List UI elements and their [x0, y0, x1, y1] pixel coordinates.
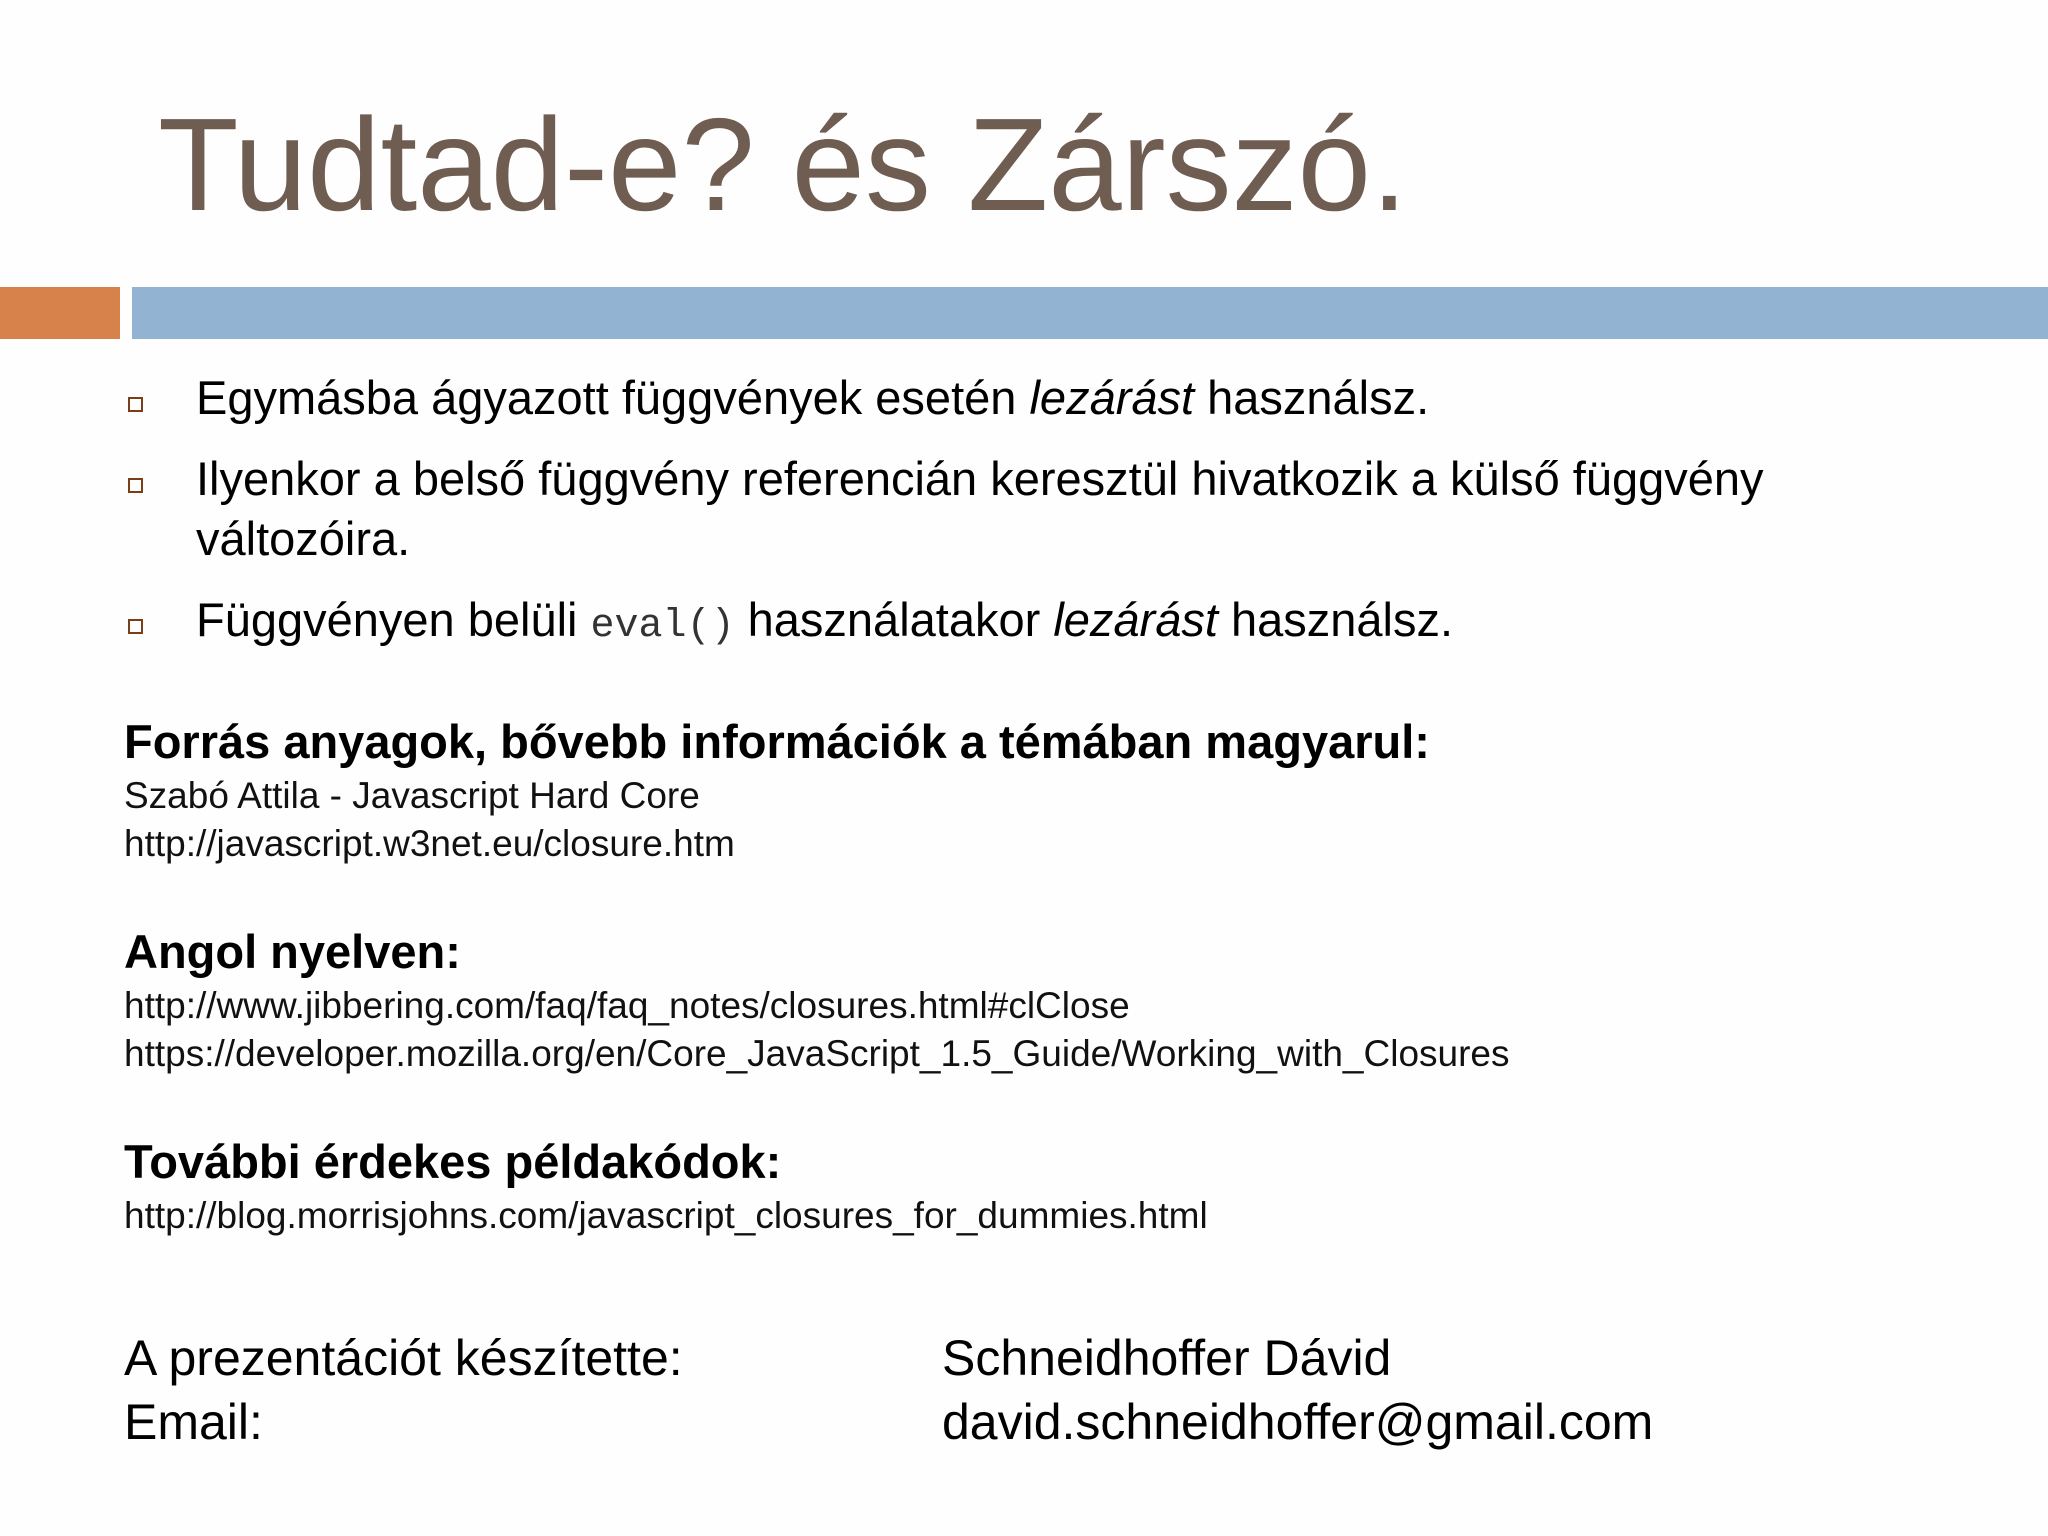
slide-title: Tudtad-e? és Zárszó.	[158, 91, 1408, 238]
bullet-text: használatakor	[734, 593, 1054, 646]
english-sources-heading: Angol nyelven:	[124, 925, 461, 978]
author-label: A prezentációt készítette:	[124, 1330, 683, 1386]
bullet-item	[124, 368, 1984, 428]
credits-block	[124, 1326, 1653, 1454]
square-bullet-icon	[128, 619, 143, 634]
bullet-list	[124, 368, 1984, 678]
bullet-emphasis: lezárást	[1053, 593, 1218, 646]
email-address[interactable]: david.schneidhoffer@gmail.com	[942, 1394, 1654, 1450]
email-row	[124, 1390, 1653, 1454]
sources-section	[124, 712, 2004, 1240]
author-name: Schneidhoffer Dávid	[942, 1330, 1392, 1386]
examples-heading: További érdekes példakódok:	[124, 1135, 782, 1188]
code-snippet: eval()	[590, 604, 735, 649]
source-link[interactable]: https://developer.mozilla.org/en/Core_JavaScript_1.5_Guide/Working_with_Closures	[124, 1033, 1510, 1074]
source-link[interactable]: http://blog.morrisjohns.com/javascript_closures_for_dummies.html	[124, 1195, 1208, 1236]
bullet-text: Ilyenkor a belső függvény referencián keresztül hivatkozik a külső függvény változóira.	[196, 452, 1764, 565]
square-bullet-icon	[128, 397, 143, 412]
bullet-text: Függvényen belüli	[196, 593, 591, 646]
title-divider-band	[132, 287, 2048, 339]
hungarian-sources-heading: Forrás anyagok, bővebb információk a témában magyarul:	[124, 715, 1430, 768]
bullet-emphasis: lezárást	[1029, 371, 1195, 424]
source-link[interactable]: http://www.jibbering.com/faq/faq_notes/closures.html#clClose	[124, 985, 1130, 1026]
source-link[interactable]: http://javascript.w3net.eu/closure.htm	[124, 823, 735, 864]
bullet-text: használsz.	[1194, 371, 1430, 424]
square-bullet-icon	[128, 478, 143, 493]
email-label: Email:	[124, 1394, 263, 1450]
bullet-item	[124, 449, 1984, 569]
source-author: Szabó Attila - Javascript Hard Core	[124, 775, 700, 816]
bullet-text: használsz.	[1217, 593, 1454, 646]
bullet-item	[124, 590, 1984, 657]
accent-band	[0, 287, 120, 339]
author-row	[124, 1326, 1653, 1390]
bullet-text: Egymásba ágyazott függvények esetén	[196, 371, 1030, 424]
